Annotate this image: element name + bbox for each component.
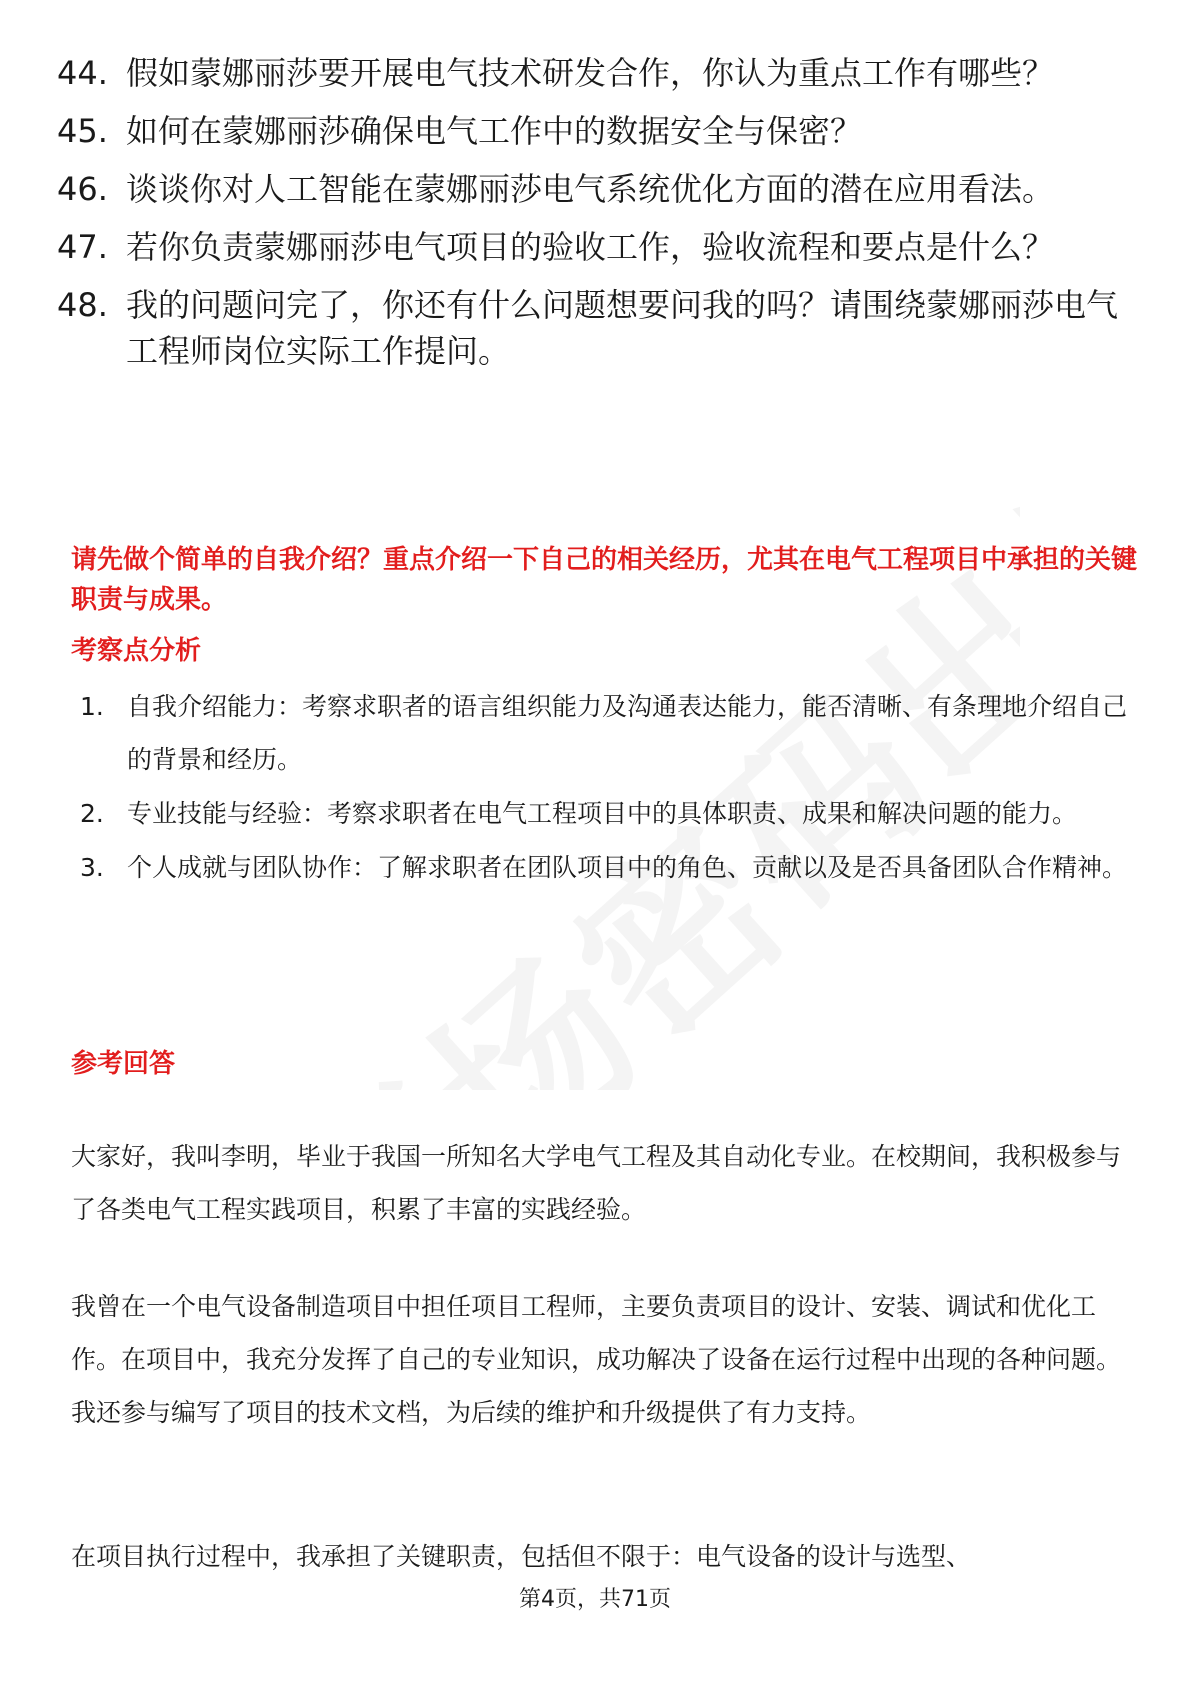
question-item [57, 50, 1137, 96]
question-number: 44. [57, 54, 108, 92]
analysis-number: 1. [80, 692, 104, 721]
question-item [57, 282, 1137, 374]
analysis-item [80, 680, 1140, 786]
answer-paragraph: 大家好，我叫李明，毕业于我国一所知名大学电气工程及其自动化专业。在校期间，我积极参与了各类电气工程实践项目，积累了丰富的实践经验。 [71, 1142, 1122, 1224]
analysis-text: 个人成就与团队协作：了解求职者在团队项目中的角色、贡献以及是否具备团队合作精神。 [127, 853, 1128, 882]
analysis-item [80, 787, 1140, 840]
analysis-number: 3. [80, 853, 104, 882]
page-footer: 第4页，共71页 [519, 1587, 671, 1612]
question-text: 谈谈你对人工智能在蒙娜丽莎电气系统优化方面的潜在应用看法。 [126, 170, 1055, 208]
answer-heading: 参考回答 [71, 1049, 176, 1079]
analysis-item [80, 841, 1140, 894]
question-number: 45. [57, 112, 108, 150]
question-number: 46. [57, 170, 108, 208]
analysis-text: 自我介绍能力：考察求职者的语言组织能力及沟通表达能力，能否清晰、有条理地介绍自己的背景和经历。 [127, 692, 1128, 774]
question-text: 我的问题问完了，你还有什么问题想要问我的吗？请围绕蒙娜丽莎电气工程师岗位实际工作提问。 [126, 286, 1119, 370]
main-question: 请先做个简单的自我介绍？重点介绍一下自己的相关经历，尤其在电气工程项目中承担的关键职责与成果。 [71, 545, 1138, 615]
answer-paragraph: 我曾在一个电气设备制造项目中担任项目工程师，主要负责项目的设计、安装、调试和优化工作。在项目中，我充分发挥了自己的专业知识，成功解决了设备在运行过程中出现的各种问题。我还参与编写了项目的技术文档，为后续的维护和升级提供了有力支持。 [71, 1292, 1122, 1427]
question-list [57, 50, 1137, 386]
answer-paragraph: 在项目执行过程中，我承担了关键职责，包括但不限于：电气设备的设计与选型、 [71, 1542, 972, 1571]
analysis-number: 2. [80, 799, 104, 828]
analysis-list [80, 680, 1140, 895]
question-item [57, 108, 1137, 154]
question-text: 假如蒙娜丽莎要开展电气技术研发合作，你认为重点工作有哪些？ [126, 54, 1055, 92]
question-item [57, 224, 1137, 270]
question-number: 47. [57, 228, 108, 266]
question-text: 若你负责蒙娜丽莎电气项目的验收工作，验收流程和要点是什么？ [126, 228, 1055, 266]
analysis-heading: 考察点分析 [71, 636, 202, 666]
question-number: 48. [57, 286, 108, 324]
analysis-text: 专业技能与经验：考察求职者在电气工程项目中的具体职责、成果和解决问题的能力。 [127, 799, 1078, 828]
question-item [57, 166, 1137, 212]
question-text: 如何在蒙娜丽莎确保电气工作中的数据安全与保密？ [126, 112, 863, 150]
